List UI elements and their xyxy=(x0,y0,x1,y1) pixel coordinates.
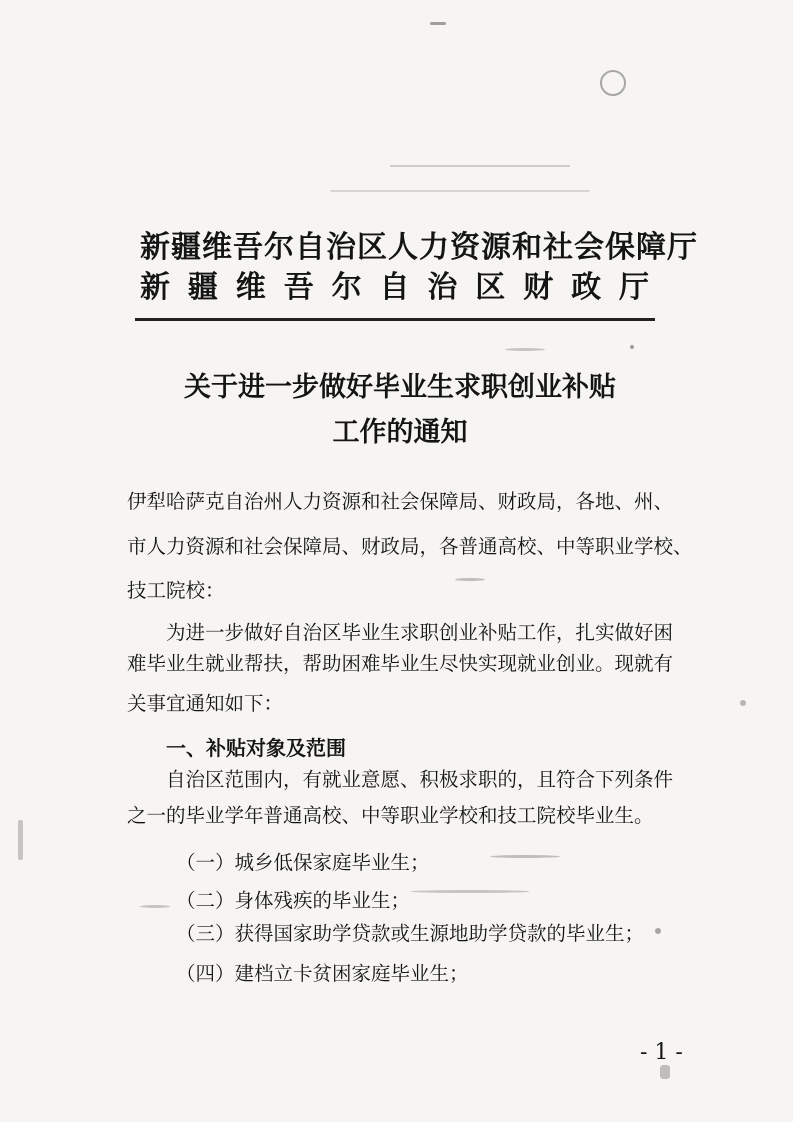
scan-speck xyxy=(655,928,661,934)
scan-speck xyxy=(410,890,530,893)
section-paragraph-line-2: 之一的毕业学年普通高校、中等职业学校和技工院校毕业生。 xyxy=(127,804,654,827)
scan-speck xyxy=(505,348,545,351)
scan-speck xyxy=(430,22,446,25)
scan-speck xyxy=(740,700,746,706)
list-item: （三）获得国家助学贷款或生源地助学贷款的毕业生； xyxy=(176,922,645,945)
intro-line-2: 难毕业生就业帮扶，帮助困难毕业生尽快实现就业创业。现就有 xyxy=(127,652,674,675)
addressee-line-1: 伊犁哈萨克自治州人力资源和社会保障局、财政局，各地、州、 xyxy=(127,490,674,513)
addressee-line-3: 技工院校： xyxy=(127,579,225,602)
document-title-line-2: 工作的通知 xyxy=(332,417,468,448)
issuer-line-1: 新疆维吾尔自治区人力资源和社会保障厅 xyxy=(140,230,698,265)
scan-speck xyxy=(18,820,23,860)
document-title-line-1: 关于进一步做好毕业生求职创业补贴 xyxy=(184,372,616,403)
intro-line-1: 为进一步做好自治区毕业生求职创业补贴工作，扎实做好困 xyxy=(166,621,674,644)
scan-speck xyxy=(660,1065,670,1079)
list-item: （二）身体残疾的毕业生； xyxy=(176,889,411,912)
scan-speck xyxy=(140,905,170,908)
addressee-line-2: 市人力资源和社会保障局、财政局，各普通高校、中等职业学校、 xyxy=(127,535,693,558)
header-divider xyxy=(135,318,655,321)
scan-speck xyxy=(390,165,570,167)
section-paragraph-line-1: 自治区范围内，有就业意愿、积极求职的，且符合下列条件 xyxy=(166,768,674,791)
page-number: - 1 - xyxy=(640,1040,683,1065)
intro-line-3: 关事宜通知如下： xyxy=(127,692,284,715)
scan-speck xyxy=(630,345,634,349)
scan-mark xyxy=(600,70,626,96)
list-item: （四）建档立卡贫困家庭毕业生； xyxy=(176,962,469,985)
list-item: （一）城乡低保家庭毕业生； xyxy=(176,851,430,874)
section-heading: 一、补贴对象及范围 xyxy=(166,736,346,760)
issuer-line-2: 新疆维吾尔自治区财政厅 xyxy=(140,270,650,305)
scan-speck xyxy=(330,190,590,192)
scan-speck xyxy=(490,855,560,858)
scan-speck xyxy=(455,578,485,581)
